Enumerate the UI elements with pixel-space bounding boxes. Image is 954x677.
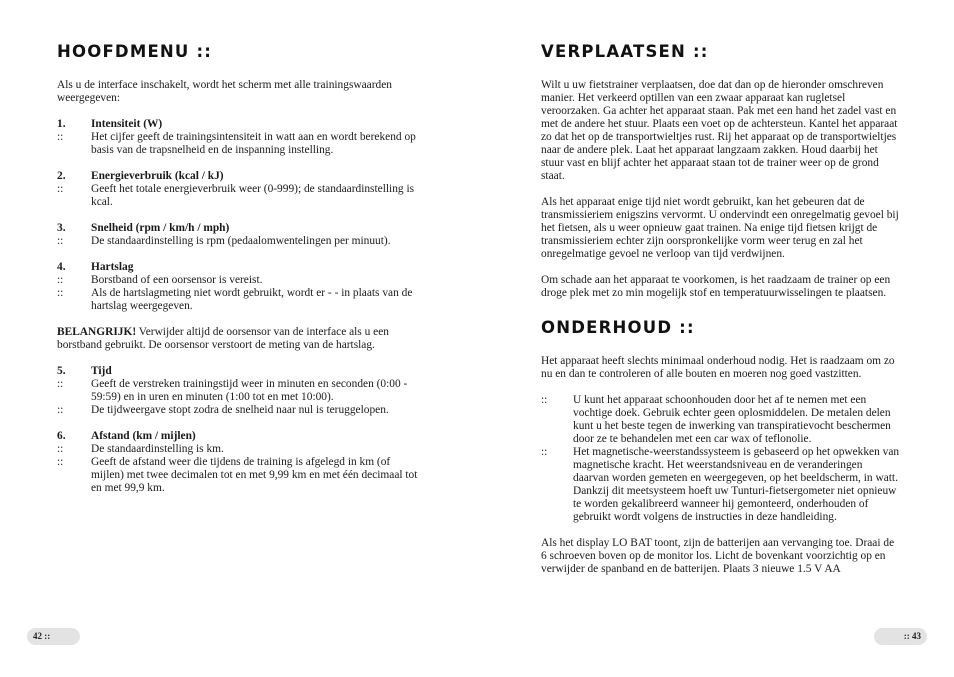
bullet-mark: ::	[541, 446, 548, 458]
maintenance-heading: ONDERHOUD ::	[541, 318, 695, 337]
bullet-mark: ::	[57, 287, 64, 299]
bullet-mark: ::	[57, 443, 64, 455]
item-number: 2.	[57, 170, 66, 182]
important-label: BELANGRIJK!	[57, 326, 137, 338]
bullet-text: U kunt het apparaat schoonhouden door het af te nemen met een vochtige doek. Gebruik echter geen oplosmiddelen. De metalen delen kunt u het beste tegen de inwerking van transpiratievocht beschermen door ze te behandelen met een car wax of teflonolie.	[573, 394, 891, 445]
item-text: Geeft de verstreken trainingstijd weer in minuten en seconden (0:00 - 59:59) en in uren en minuten (1:00 tot en met 10:00).	[91, 378, 408, 403]
item-2	[57, 170, 422, 209]
maintenance-bullet-2	[541, 446, 901, 524]
maintenance-paragraph-1: Het apparaat heeft slechts minimaal onderhoud nodig. Het is raadzaam om zo nu en dan te controleren of alle bouten en moeren nog goed vastzitten.	[541, 355, 895, 380]
item-number: 6.	[57, 430, 66, 442]
item-number: 4.	[57, 261, 66, 273]
item-1	[57, 118, 422, 157]
item-number: 3.	[57, 222, 66, 234]
page-number-left: 42 ::	[27, 628, 80, 645]
item-text: Als de hartslagmeting niet wordt gebruikt, wordt er - - in plaats van de hartslag weergegeven.	[91, 287, 413, 312]
battery-paragraph: Als het display LO BAT toont, zijn de batterijen aan vervanging toe. Draai de 6 schroeven boven op de monitor los. Licht de bovenkant voorzichtig op en verwijder de spanband en de batterijen. Plaats 3 nieuwe 1.5 V AA	[541, 537, 895, 575]
item-5	[57, 365, 422, 417]
item-text: De standaardinstelling is rpm (pedaalomwentelingen per minuut).	[91, 235, 391, 247]
bullet-mark: ::	[541, 394, 548, 406]
item-text: De tijdweergave stopt zodra de snelheid naar nul is teruggelopen.	[91, 404, 389, 416]
moving-paragraph-2: Als het apparaat enige tijd niet wordt gebruikt, kan het gebeuren dat de transmissieriem enigszins vervormt. U ondervindt een onregelmatig gevoel bij het fietsen, als u weer opnieuw gaat trainen. Na enige tijd fietsen krijgt de transmissieriem echter zijn oorspronkelijke vorm weer terug en zal het onregelmatige gevoel ne verloop van tijd verdwijnen.	[541, 196, 899, 260]
bullet-mark: ::	[57, 235, 64, 247]
item-4	[57, 261, 422, 313]
maintenance-bullet-1	[541, 394, 901, 446]
item-title: Snelheid (rpm / km/h / mph)	[91, 222, 230, 234]
page-number-right: :: 43	[874, 628, 927, 645]
moving-paragraph-1: Wilt u uw fietstrainer verplaatsen, doe dat dan op de hieronder omschreven manier. Het verkeerd optillen van een zwaar apparaat kan rugletsel veroorzaken. Ga achter het apparaat staan. Pak met een hand het zadel vast en met de andere het stuur. Plaats een voet op de achtersteun. Kantel het apparaat zo dat het op de transportwieltjes rust. Rij het apparaat op de transportwieltjes naar de andere plek. Laat het apparaat langzaam zakken. Houd daarbij het stuur vast en blijf achter het apparaat staan tot de trainer weer op de grond staat.	[541, 79, 898, 182]
item-text: Borstband of een oorsensor is vereist.	[91, 274, 263, 286]
bullet-mark: ::	[57, 378, 64, 390]
bullet-mark: ::	[57, 456, 64, 468]
moving-heading: VERPLAATSEN ::	[541, 42, 709, 61]
bullet-mark: ::	[57, 131, 64, 143]
item-number: 1.	[57, 118, 66, 130]
item-text: Geeft het totale energieverbruik weer (0-999); de standaardinstelling is kcal.	[91, 183, 415, 208]
item-6	[57, 430, 422, 495]
item-text: Geeft de afstand weer die tijdens de training is afgelegd in km (of mijlen) met twee decimalen tot en met 9,99 km en met één decimaal tot en met 99,9 km.	[91, 456, 418, 494]
item-title: Hartslag	[91, 261, 134, 273]
bullet-mark: ::	[57, 183, 64, 195]
item-text: Het cijfer geeft de trainingsintensiteit in watt aan en wordt berekend op basis van de trapsnelheid en de inspanning instelling.	[91, 131, 416, 156]
bullet-mark: ::	[57, 404, 64, 416]
item-title: Afstand (km / mijlen)	[91, 430, 196, 442]
intro-paragraph: Als u de interface inschakelt, wordt het scherm met alle trainingswaarden weergegeven:	[57, 79, 392, 104]
item-text: De standaardinstelling is km.	[91, 443, 224, 455]
bullet-text: Het magnetische-weerstandssysteem is gebaseerd op het opwekken van magnetische kracht. Het weerstandsniveau en de veranderingen daarvan worden gemeten en weergegeven, op het beeldscherm, in watt. Dankzij dit meetsysteem hoeft uw Tunturi-fietsergometer niet opnieuw te worden gekalibreerd wanneer hij gemonteerd, onderhouden of gebruikt wordt volgens de instructies in deze handleiding.	[573, 446, 900, 523]
item-3	[57, 222, 422, 248]
item-title: Energieverbruik (kcal / kJ)	[91, 170, 224, 182]
item-number: 5.	[57, 365, 66, 377]
item-title: Tijd	[91, 365, 112, 377]
bullet-mark: ::	[57, 274, 64, 286]
moving-paragraph-3: Om schade aan het apparaat te voorkomen, is het raadzaam de trainer op een droge plek met zo min mogelijk stof en temperatuurwisselingen te plaatsen.	[541, 274, 891, 299]
item-title: Intensiteit (W)	[91, 118, 163, 130]
main-menu-heading: HOOFDMENU ::	[57, 42, 213, 61]
left-page	[57, 42, 422, 495]
right-page	[541, 42, 901, 576]
important-note	[57, 326, 422, 352]
important-text: Verwijder altijd de oorsensor van de interface als u een borstband gebruikt. De oorsensor verstoort de meting van de hartslag.	[57, 326, 389, 351]
